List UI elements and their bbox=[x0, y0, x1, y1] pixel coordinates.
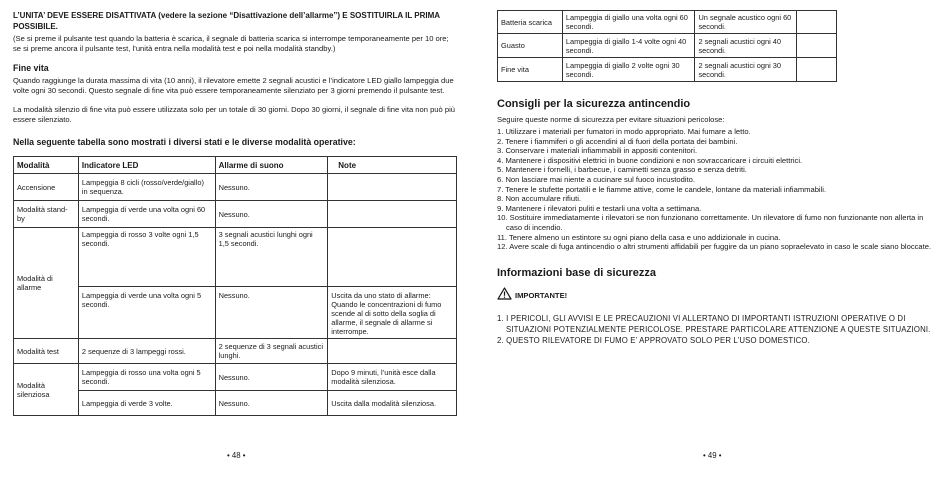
cell-mode: Modalità di allarme bbox=[14, 228, 79, 339]
cell-led: Lampeggia di rosso una volta ogni 5 secondi. bbox=[78, 364, 215, 391]
cell-led: 2 sequenze di 3 lampeggi rossi. bbox=[78, 339, 215, 364]
modes-table bbox=[13, 156, 457, 416]
table-row bbox=[498, 58, 837, 82]
table-row bbox=[498, 34, 837, 58]
list-item: 7. Tenere le stufette portatili e le fiamme attive, come le candele, lontane da materiali infiammabili. bbox=[497, 184, 827, 194]
header-led: Indicatore LED bbox=[78, 157, 215, 174]
page-number-right: • 49 • bbox=[703, 451, 722, 460]
warning-header bbox=[497, 287, 940, 305]
cell-sound: 3 segnali acustici lunghi ogni 1,5 secondi. bbox=[215, 228, 328, 287]
cell-mode: Batteria scarica bbox=[498, 11, 563, 34]
intro-text: (Se si preme il pulsante test quando la batteria è scarica, il segnale di batteria scarica si interrompe temporaneamente per 10 ore; se si preme ancora il pulsante test, l’unità entra nella modalità test e poi nella modalità standby.) bbox=[13, 34, 449, 53]
cell-note bbox=[797, 34, 837, 58]
list-item: 2. QUESTO RILEVATORE DI FUMO E’ APPROVATO SOLO PER L’USO DOMESTICO. bbox=[497, 335, 810, 345]
cell-note bbox=[328, 201, 457, 228]
table-row bbox=[14, 174, 457, 201]
table-intro: Nella seguente tabella sono mostrati i diversi stati e le diverse modalità operative: bbox=[13, 137, 356, 147]
list-item: 2. Tenere i fiammiferi o gli accendini al di fuori della portata dei bambini. bbox=[497, 136, 738, 146]
cell-mode: Modalità stand-by bbox=[14, 201, 79, 228]
consigli-intro: Seguire queste norme di sicurezza per evitare situazioni pericolose: bbox=[497, 115, 725, 124]
cell-mode: Modalità silenziosa bbox=[14, 364, 79, 416]
cell-note bbox=[797, 11, 837, 34]
cell-note bbox=[797, 58, 837, 82]
header-note: Note bbox=[328, 157, 457, 174]
page-number-left: • 48 • bbox=[227, 451, 246, 460]
cell-note: Uscita da uno stato di allarme: Quando le concentrazioni di fumo scende al di sotto della soglia di allarme, il segnale di allarme si interrompe. bbox=[328, 287, 457, 339]
fine-vita-title: Fine vita bbox=[13, 63, 49, 73]
cell-note bbox=[328, 174, 457, 201]
consigli-title: Consigli per la sicurezza antincendio bbox=[497, 98, 691, 110]
cell-mode: Accensione bbox=[14, 174, 79, 201]
table-row bbox=[14, 201, 457, 228]
silenzio-text: La modalità silenzio di fine vita può essere utilizzata solo per un totale di 30 giorni. Dopo 30 giorni, il segnale di fine vita non può più essere silenziato. bbox=[13, 105, 455, 124]
table-header-row bbox=[14, 157, 457, 174]
cell-note bbox=[328, 228, 457, 287]
cell-note: Dopo 9 minuti, l’unità esce dalla modalità silenziosa. bbox=[328, 364, 457, 391]
info-title: Informazioni base di sicurezza bbox=[497, 266, 656, 279]
list-item: 10. Sostituire immediatamente i rilevatori se non funzionano correttamente. Un rilevatore di fumo non funzionante non allerta in caso di incendio. bbox=[497, 213, 924, 232]
cell-sound: 2 sequenze di 3 segnali acustici lunghi. bbox=[215, 339, 328, 364]
table-row bbox=[14, 228, 457, 287]
cell-led: Lampeggia 8 cicli (rosso/verde/giallo) in sequenza. bbox=[78, 174, 215, 201]
cell-sound: 2 segnali acustici ogni 40 secondi. bbox=[695, 34, 797, 58]
cell-sound: Nessuno. bbox=[215, 201, 328, 228]
list-item: 1. I PERICOLI, GLI AVVISI E LE PRECAUZIONI VI ALLERTANO DI IMPORTANTI ISTRUZIONI OPERATIVE O DI SITUAZIONI POTENZIALMENTE PERICOLOSE. PRESTARE PARTICOLARE ATTENZIONE A QUESTE SITUAZIONI. bbox=[497, 313, 931, 334]
modes-table-continued bbox=[497, 10, 837, 82]
cell-note bbox=[328, 339, 457, 364]
warnings-list bbox=[497, 313, 940, 346]
cell-led: Lampeggia di giallo una volta ogni 60 secondi. bbox=[562, 11, 695, 34]
warning-triangle-icon bbox=[497, 287, 512, 305]
table-row bbox=[14, 287, 457, 339]
table-row bbox=[14, 339, 457, 364]
warning-label: IMPORTANTE! bbox=[515, 291, 568, 301]
list-item: 9. Mantenere i rilevatori puliti e testarli una volta a settimana. bbox=[497, 203, 702, 213]
cell-led: Lampeggia di verde 3 volte. bbox=[78, 391, 215, 416]
cell-led: Lampeggia di giallo 2 volte ogni 30 secondi. bbox=[562, 58, 695, 82]
cell-sound: Nessuno. bbox=[215, 174, 328, 201]
table-row bbox=[14, 364, 457, 391]
list-item: 8. Non accumulare rifiuti. bbox=[497, 194, 581, 204]
cell-led: Lampeggia di rosso 3 volte ogni 1,5 secondi. bbox=[78, 228, 215, 287]
cell-sound: Nessuno. bbox=[215, 287, 328, 339]
cell-note: Uscita dalla modalità silenziosa. bbox=[328, 391, 457, 416]
list-item: 6. Non lasciare mai niente a cucinare sul fuoco incustodito. bbox=[497, 174, 695, 184]
cell-led: Lampeggia di verde una volta ogni 5 secondi. bbox=[78, 287, 215, 339]
left-page bbox=[0, 0, 470, 477]
cell-led: Lampeggia di verde una volta ogni 60 secondi. bbox=[78, 201, 215, 228]
cell-led: Lampeggia di giallo 1-4 volte ogni 40 secondi. bbox=[562, 34, 695, 58]
table-row bbox=[14, 391, 457, 416]
list-item: 11. Tenere almeno un estintore su ogni piano della casa e uno addizionale in cucina. bbox=[497, 232, 781, 242]
right-page bbox=[485, 0, 950, 477]
fine-vita-text: Quando raggiunge la durata massima di vita (10 anni), il rilevatore emette 2 segnali acustici e l’indicatore LED giallo lampeggia due volte ogni 30 secondi. Questo segnale di fine vita può essere temporaneamente silenziato per 3 giorni premendo il pulsante test. bbox=[13, 76, 454, 95]
list-item: 3. Conservare i materiali infiammabili in appositi contenitori. bbox=[497, 146, 698, 156]
cell-mode: Fine vita bbox=[498, 58, 563, 82]
consigli-list bbox=[497, 127, 940, 252]
list-item: 5. Mantenere i fornelli, i barbecue, i caminetti senza grasso e senza detriti. bbox=[497, 165, 747, 175]
cell-sound: Nessuno. bbox=[215, 391, 328, 416]
cell-mode: Guasto bbox=[498, 34, 563, 58]
cell-sound: Un segnale acustico ogni 60 secondi. bbox=[695, 11, 797, 34]
cell-sound: Nessuno. bbox=[215, 364, 328, 391]
cell-mode: Modalità test bbox=[14, 339, 79, 364]
battery-heading: L’UNITA’ DEVE ESSERE DISATTIVATA (vedere la sezione “Disattivazione dell’allarme”) E SOSTITUIRLA IL PRIMA POSSIBILE. bbox=[13, 11, 440, 31]
list-item: 12. Avere scale di fuga antincendio o altri strumenti affidabili per fuggire da un piano sopraelevato in caso le scale siano bloccate. bbox=[497, 242, 932, 252]
header-modalita: Modalità bbox=[14, 157, 79, 174]
list-item: 4. Mantenere i dispositivi elettrici in buone condizioni e non sovraccaricare i circuiti elettrici. bbox=[497, 155, 803, 165]
cell-sound: 2 segnali acustici ogni 30 secondi. bbox=[695, 58, 797, 82]
list-item: 1. Utilizzare i materiali per fumatori in modo appropriato. Mai fumare a letto. bbox=[497, 127, 751, 136]
header-suono: Allarme di suono bbox=[215, 157, 328, 174]
table-row bbox=[498, 11, 837, 34]
